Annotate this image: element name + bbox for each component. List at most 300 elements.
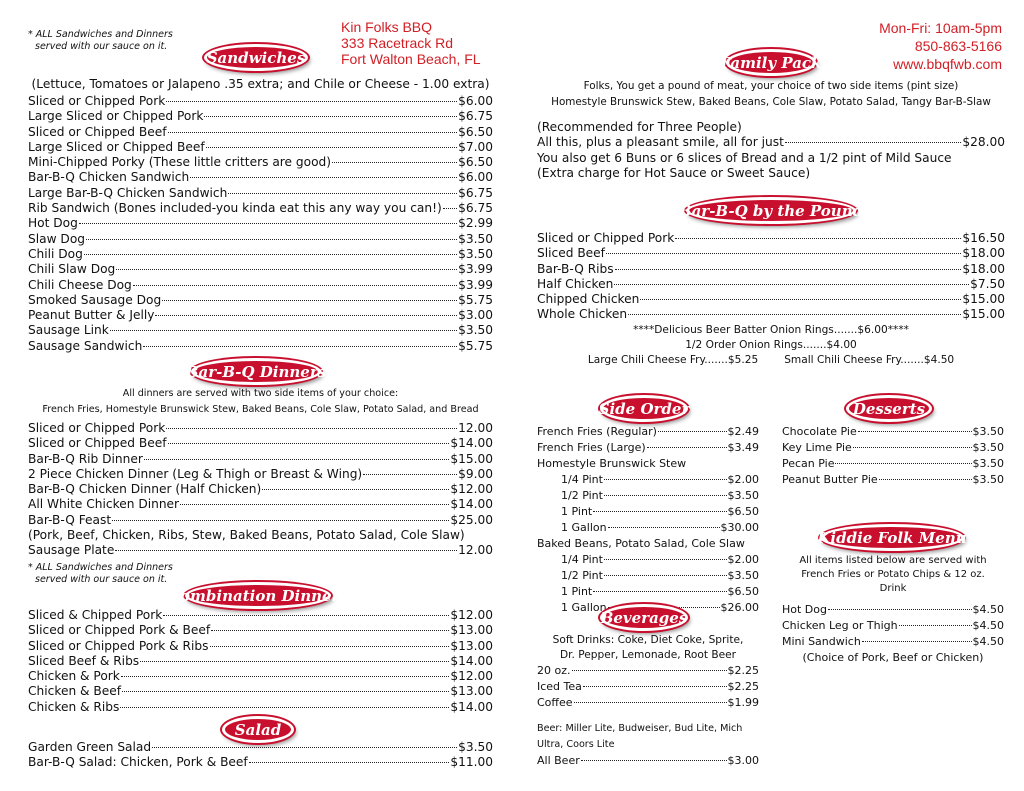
item-price: $12.00 (450, 482, 493, 497)
item-price: $3.00 (727, 754, 759, 767)
menu-item-row (28, 232, 493, 247)
menu-item-row (28, 623, 493, 638)
dot-leader (121, 676, 449, 677)
item-price: $3.50 (972, 441, 1004, 454)
item-name: Chipped Chicken (537, 292, 640, 307)
dot-leader (206, 147, 457, 148)
kiddie-banner: Kiddie Folk Menu (820, 524, 964, 551)
menu-item-row (28, 170, 493, 185)
menu-item-row (561, 504, 759, 520)
item-price: $3.50 (458, 246, 493, 261)
item-price: $5.75 (458, 292, 493, 307)
item-name: Chicken Leg or Thigh (782, 619, 898, 632)
menu-item-row (28, 278, 493, 293)
dot-leader (120, 707, 449, 708)
item-price: $3.50 (727, 489, 759, 502)
dot-leader (785, 142, 961, 143)
item-name: Sliced or Chipped Pork (28, 94, 166, 108)
dot-leader (675, 238, 961, 239)
item-price: $6.50 (727, 585, 759, 598)
item-price: $2.49 (727, 425, 759, 438)
sandwiches-section (28, 74, 493, 354)
dot-leader (143, 346, 457, 347)
dinners-section (28, 386, 493, 586)
item-name: Sliced Beef & Ribs (28, 653, 140, 668)
item-name: 1 Pint (561, 505, 593, 518)
item-name: Chili Dog (28, 246, 83, 261)
item-price: $6.50 (458, 155, 493, 170)
item-price: $4.50 (972, 635, 1004, 648)
dot-leader (628, 314, 961, 315)
item-name: Rib Sandwich (Bones included-you kinda eat this any way you can!) (28, 201, 442, 216)
item-name: Mini-Chipped Porky (These little critters are good) (28, 155, 332, 170)
item-price: $9.00 (458, 466, 493, 481)
dot-leader (828, 609, 972, 610)
item-name: Chili Slaw Dog (28, 262, 116, 277)
street-address: 333 Racetrack Rd (341, 35, 454, 51)
dot-leader (144, 459, 449, 460)
beverages-banner: Beverages (600, 604, 688, 631)
city-address: Fort Walton Beach, FL (341, 51, 481, 67)
menu-item-row (28, 186, 493, 201)
item-price: $3.50 (458, 231, 493, 246)
item-name: 1/2 Pint (561, 569, 603, 582)
menu-item-row (537, 424, 759, 440)
dinners-sides-intro: All dinners are served with two side items of your choice: (122, 388, 399, 399)
item-price: $2.00 (727, 553, 759, 566)
item-name: Bar-B-Q Chicken Dinner (Half Chicken) (28, 482, 262, 497)
item-name: Hot Dog (28, 216, 78, 231)
item-price: $15.00 (962, 307, 1005, 322)
menu-item-row (537, 231, 1005, 246)
item-price: 12.00 (458, 421, 493, 435)
dot-leader (166, 428, 457, 429)
family-pack-section (537, 78, 1005, 181)
dot-leader (162, 300, 457, 301)
beans-heading: Baked Beans, Potato Salad, Cole Slaw (537, 537, 745, 550)
menu-item-row (28, 482, 493, 497)
menu-item-row (28, 262, 493, 277)
dot-leader (363, 474, 457, 475)
item-name: 2 Piece Chicken Dinner (Leg & Thigh or Breast & Wing) (28, 466, 363, 481)
item-name: Whole Chicken (537, 307, 628, 322)
note-line-2: served with our sauce on it. (35, 41, 168, 52)
website-link[interactable]: www.bbqfwb.com (893, 56, 1002, 72)
menu-item-row (28, 497, 493, 512)
kiddie-choice: (Choice of Pork, Beef or Chicken) (802, 651, 984, 664)
dinners-sides-list: French Fries, Homestyle Brunswick Stew, Baked Beans, Cole Slaw, Potato Salad, and Bread (42, 404, 479, 415)
item-price: $14.00 (450, 699, 493, 714)
item-price: $3.99 (458, 262, 493, 277)
item-name: Sausage Sandwich (28, 338, 143, 353)
note-line-1: * ALL Sandwiches and Dinners (28, 561, 173, 573)
item-price: $3.50 (458, 323, 493, 338)
item-price: $7.00 (458, 139, 493, 154)
family-intro-1: Folks, You get a pound of meat, your choice of two side items (pint size) (583, 80, 959, 92)
dessert-list (782, 424, 1004, 488)
dot-leader (211, 630, 449, 631)
side-order-section (537, 424, 759, 616)
item-price: $7.50 (970, 276, 1005, 291)
dot-leader (168, 132, 458, 133)
dot-leader (163, 615, 449, 616)
menu-item-row (782, 424, 1004, 440)
item-name: Slaw Dog (28, 231, 86, 246)
item-price: $2.25 (727, 664, 759, 677)
dot-leader (122, 691, 449, 692)
item-price: $3.50 (458, 740, 493, 754)
item-name: Hot Dog (782, 603, 827, 616)
dot-leader (332, 162, 457, 163)
menu-item-row (28, 669, 493, 684)
restaurant-address (341, 19, 481, 67)
item-name: Sausage Link (28, 323, 109, 338)
menu-item-row (28, 94, 493, 109)
menu-item-row (28, 247, 493, 262)
dot-leader (853, 447, 972, 448)
menu-item-row (28, 293, 493, 308)
item-price: $6.00 (458, 94, 493, 108)
note-line-1: * ALL Sandwiches and Dinners (28, 29, 173, 40)
dot-leader (614, 284, 969, 285)
dot-leader (115, 550, 457, 551)
menu-item-row (561, 520, 759, 536)
family-pack-banner: Family Pack (726, 49, 816, 76)
dot-leader (647, 447, 727, 448)
stew-heading: Homestyle Brunswick Stew (537, 457, 687, 470)
soft-drinks-2: Dr. Pepper, Lemonade, Root Beer (559, 649, 737, 661)
menu-item-row (782, 440, 1004, 456)
half-onion-rings: 1/2 Order Onion Rings.......$4.00 (685, 338, 857, 351)
note-line-2: served with our sauce on it. (35, 573, 168, 585)
item-price: $15.00 (962, 292, 1005, 307)
item-name: Bar-B-Q Ribs (537, 261, 614, 276)
dot-leader (116, 269, 457, 270)
menu-item-row (561, 584, 759, 600)
dot-leader (858, 431, 972, 432)
menu-item-row (28, 125, 493, 140)
menu-item-row (28, 155, 493, 170)
menu-item-row (28, 452, 493, 467)
dot-leader (593, 591, 726, 592)
item-name: Sliced or Chipped Beef (28, 436, 167, 451)
item-name: French Fries (Regular) (537, 425, 657, 438)
item-price: $14.00 (450, 653, 493, 668)
dot-leader (443, 208, 457, 209)
dinners-banner: Bar-B-Q Dinners (191, 358, 321, 385)
small-chili-cheese-fry: Small Chili Cheese Fry.......$4.50 (784, 353, 955, 366)
onion-rings: ****Delicious Beer Batter Onion Rings.......$6.00**** (633, 323, 909, 336)
salad-list (28, 740, 493, 771)
dot-leader (86, 239, 457, 240)
dot-leader (155, 315, 457, 316)
item-price: $3.50 (972, 425, 1004, 438)
soft-drinks-1: Soft Drinks: Coke, Diet Coke, Sprite, (552, 634, 744, 646)
item-name: Chili Cheese Dog (28, 277, 132, 292)
item-price: $3.50 (972, 473, 1004, 486)
item-price: $14.00 (450, 436, 493, 451)
item-name: Sliced or Chipped Pork (537, 231, 675, 245)
item-name: Smoked Sausage Dog (28, 292, 162, 307)
item-name: Key Lime Pie (782, 441, 852, 454)
item-price: $6.75 (458, 185, 493, 200)
item-price: $18.00 (962, 246, 1005, 261)
item-name: 1 Gallon (561, 521, 607, 534)
restaurant-name: Kin Folks BBQ (341, 19, 433, 35)
menu-item-row (28, 513, 493, 528)
item-price: $15.00 (450, 451, 493, 466)
item-name: Sliced Beef (537, 246, 605, 261)
by-the-pound-section (537, 231, 1005, 368)
item-name: Chicken & Pork (28, 669, 120, 684)
item-price: $6.50 (727, 505, 759, 518)
side-order-banner: Side Order (600, 395, 688, 422)
dot-leader (593, 511, 726, 512)
item-price: $12.00 (450, 669, 493, 684)
kiddie-list (782, 602, 1004, 650)
item-name: Coffee (537, 696, 573, 709)
beverage-list (537, 663, 759, 711)
menu-item-row (28, 216, 493, 231)
item-name: Bar-B-Q Chicken Sandwich (28, 170, 190, 185)
menu-item-row (28, 436, 493, 451)
item-price: $3.50 (972, 457, 1004, 470)
dot-leader (133, 285, 457, 286)
menu-item-row (28, 323, 493, 338)
menu-item-row (28, 639, 493, 654)
item-price: $14.00 (450, 497, 493, 512)
kiddie-sub-3: Drink (879, 583, 907, 594)
menu-item-row (28, 109, 493, 124)
item-price: $16.50 (962, 231, 1005, 245)
dot-leader (899, 625, 972, 626)
menu-item-row (28, 339, 493, 354)
item-price: $6.75 (458, 109, 493, 124)
menu-item-row (28, 467, 493, 482)
item-name: Chicken & Ribs (28, 699, 120, 714)
phone-number: 850-863-5166 (914, 38, 1002, 54)
item-price: $6.75 (458, 201, 493, 216)
desserts-banner: Desserts (846, 395, 932, 422)
menu-item-row (537, 679, 759, 695)
item-name: Bar-B-Q Salad: Chicken, Pork & Beef (28, 755, 248, 770)
family-recommended: (Recommended for Three People) (537, 120, 742, 134)
dot-leader (112, 520, 449, 521)
item-price: $2.25 (727, 680, 759, 693)
item-price: $3.50 (727, 569, 759, 582)
stew-list (537, 472, 759, 536)
item-price: $13.00 (450, 623, 493, 638)
item-name: French Fries (Large) (537, 441, 646, 454)
pound-list (537, 231, 1005, 323)
item-name: All this, plus a pleasant smile, all for just (537, 135, 784, 150)
beer-list-1: Beer: Miller Lite, Budweiser, Bud Lite, Mich (537, 723, 743, 734)
dinner-list (28, 421, 493, 528)
menu-item-row (782, 618, 1004, 634)
item-name: Pecan Pie (782, 457, 835, 470)
menu-item-row (537, 440, 759, 456)
kiddie-sub-1: All items listed below are served with (799, 555, 987, 566)
menu-item-row (28, 421, 493, 436)
item-name: Half Chicken (537, 276, 614, 291)
family-buns: You also get 6 Buns or 6 slices of Bread and a 1/2 pint of Mild Sauce (537, 150, 952, 165)
dot-leader (152, 747, 457, 748)
item-name: Sliced or Chipped Pork & Beef (28, 623, 211, 638)
dot-leader (210, 646, 450, 647)
item-price: $30.00 (720, 521, 759, 534)
combination-list (28, 608, 493, 715)
sandwich-list (28, 94, 493, 354)
dot-leader (862, 641, 972, 642)
item-price: $3.99 (458, 277, 493, 292)
item-name: 1/4 Pint (561, 553, 603, 566)
item-name: 1 Gallon (561, 601, 607, 614)
item-name: Large Sliced or Chipped Pork (28, 109, 204, 124)
item-name: Large Sliced or Chipped Beef (28, 139, 205, 154)
french-fries-list (537, 424, 759, 456)
menu-item-row (537, 663, 759, 679)
dot-leader (604, 559, 727, 560)
dot-leader (835, 463, 971, 464)
item-name: Bar-B-Q Feast (28, 512, 112, 527)
menu-item-row (537, 277, 1005, 292)
item-name: Peanut Butter & Jelly (28, 308, 155, 323)
dot-leader (228, 193, 457, 194)
combination-banner: Combination Dinners (185, 582, 331, 609)
item-price: $12.00 (450, 608, 493, 622)
dot-leader (140, 661, 449, 662)
menu-item-row (28, 308, 493, 323)
menu-item-row (537, 246, 1005, 261)
menu-item-row (782, 602, 1004, 618)
beer-list-2: Ultra, Coors Lite (537, 739, 615, 750)
menu-item-row (28, 684, 493, 699)
item-name: All White Chicken Dinner (28, 497, 180, 512)
dot-leader (604, 575, 727, 576)
header-note (28, 29, 173, 53)
item-price: $4.50 (972, 619, 1004, 632)
item-name: 20 oz. (537, 664, 571, 677)
item-price: $3.00 (458, 308, 493, 323)
item-price: $2.99 (458, 216, 493, 231)
menu-item-row (561, 472, 759, 488)
dot-leader (615, 269, 962, 270)
item-price: $13.00 (450, 684, 493, 699)
item-price: $2.00 (727, 473, 759, 486)
item-name: 1/4 Pint (561, 473, 603, 486)
menu-item-row (561, 552, 759, 568)
dot-leader (190, 177, 457, 178)
dot-leader (606, 253, 961, 254)
dot-leader (262, 489, 449, 490)
dot-leader (110, 330, 457, 331)
dot-leader (583, 686, 727, 687)
business-hours: Mon-Fri: 10am-5pm (879, 20, 1002, 36)
menu-item-row (782, 456, 1004, 472)
dot-leader (249, 762, 450, 763)
menu-item-row (537, 262, 1005, 277)
item-price: 12.00 (458, 543, 493, 558)
dot-leader (166, 101, 457, 102)
item-price: $28.00 (962, 135, 1005, 150)
item-name: Iced Tea (537, 680, 582, 693)
item-name: Sliced or Chipped Pork (28, 421, 166, 435)
item-price: $13.00 (450, 638, 493, 653)
item-name: Sliced or Chipped Pork & Ribs (28, 638, 209, 653)
item-price: $1.99 (727, 696, 759, 709)
beverages-section (537, 633, 759, 769)
item-name: Sliced & Chipped Pork (28, 608, 163, 622)
item-name: Mini Sandwich (782, 635, 861, 648)
item-price: $5.75 (458, 338, 493, 353)
menu-item-row (537, 307, 1005, 322)
dot-leader (79, 223, 457, 224)
item-price: $26.00 (720, 601, 759, 614)
item-name: Sliced or Chipped Beef (28, 124, 167, 139)
family-intro-2: Homestyle Brunswick Stew, Baked Beans, Cole Slaw, Potato Salad, Tangy Bar-B-Slaw (551, 96, 991, 108)
sandwiches-extras: (Lettuce, Tomatoes or Jalapeno .35 extra; and Chile or Cheese - 1.00 extra) (31, 77, 490, 91)
item-name: Garden Green Salad (28, 740, 152, 754)
dot-leader (604, 479, 727, 480)
feast-detail: (Pork, Beef, Chicken, Ribs, Stew, Baked Beans, Potato Salad, Cole Slaw) (28, 528, 465, 543)
kiddie-sub-2: French Fries or Potato Chips & 12 oz. (801, 569, 985, 580)
item-name: Large Bar-B-Q Chicken Sandwich (28, 185, 228, 200)
menu-item-row (28, 140, 493, 155)
item-name: All Beer (537, 754, 580, 767)
by-the-pound-banner: Bar-B-Q by the Pound (686, 197, 856, 224)
item-price: $11.00 (450, 755, 493, 770)
contact-info (879, 19, 1002, 73)
item-name: Peanut Butter Pie (782, 473, 878, 486)
menu-item-row (28, 654, 493, 669)
item-price: $25.00 (450, 512, 493, 527)
menu-item-row (561, 568, 759, 584)
item-name: Bar-B-Q Rib Dinner (28, 451, 143, 466)
dot-leader (581, 760, 727, 761)
item-price: $6.50 (458, 124, 493, 139)
item-price: $3.49 (727, 441, 759, 454)
dot-leader (574, 702, 727, 703)
item-name: Chocolate Pie (782, 425, 857, 438)
kiddie-section (782, 554, 1004, 666)
family-deal-row (537, 135, 1005, 150)
dot-leader (640, 299, 961, 300)
menu-item-row (561, 488, 759, 504)
menu-item-row (537, 695, 759, 711)
dot-leader (608, 527, 720, 528)
dot-leader (180, 504, 449, 505)
dot-leader (84, 254, 457, 255)
dot-leader (204, 116, 457, 117)
menu-item-row (782, 634, 1004, 650)
menu-item-row (28, 740, 493, 755)
menu-item-row (28, 608, 493, 623)
sandwiches-banner: Sandwiches (204, 44, 308, 71)
menu-item-row (782, 472, 1004, 488)
family-extra-charge: (Extra charge for Hot Sauce or Sweet Sauce) (537, 165, 811, 180)
menu-item-row (28, 201, 493, 216)
dot-leader (879, 479, 972, 480)
salad-banner: Salad (222, 716, 294, 743)
menu-item-row (537, 292, 1005, 307)
sausage-plate-row (28, 543, 493, 558)
item-price: $4.50 (972, 603, 1004, 616)
item-name: 1/2 Pint (561, 489, 603, 502)
item-price: $6.00 (458, 170, 493, 185)
dot-leader (572, 670, 727, 671)
dot-leader (658, 431, 727, 432)
menu-item-row (28, 700, 493, 715)
